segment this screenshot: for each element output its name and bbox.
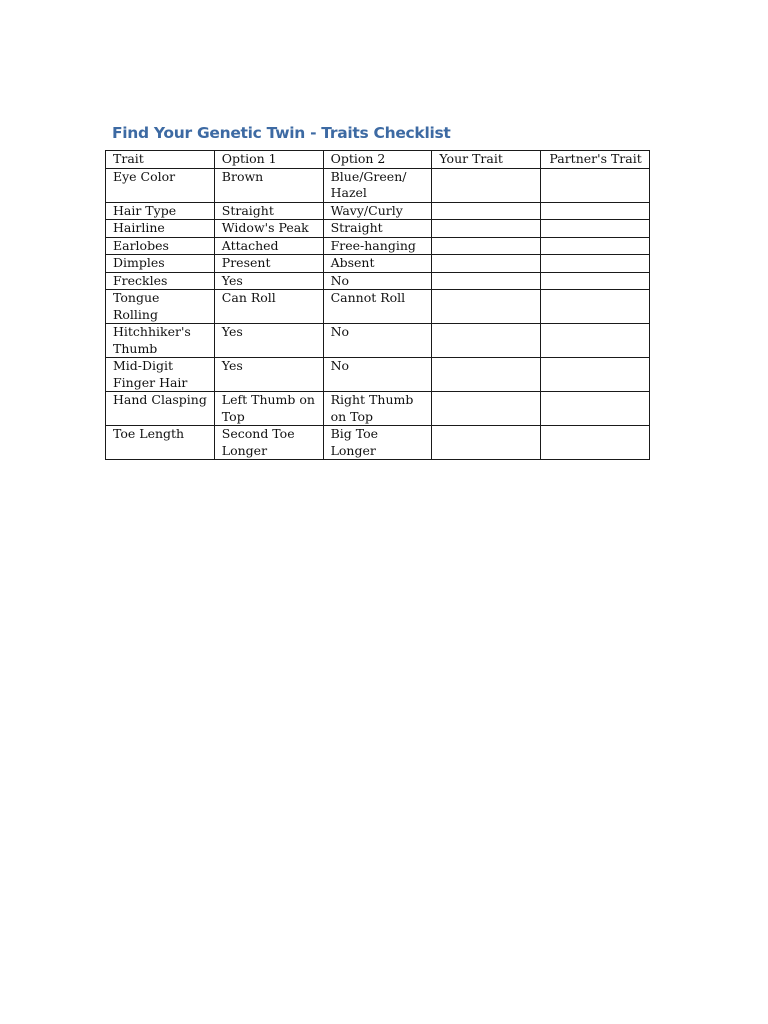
- partner-trait-cell: [541, 220, 650, 238]
- trait-cell: Tongue Rolling: [106, 290, 215, 324]
- table-row: [106, 272, 650, 290]
- your-trait-cell: [432, 358, 541, 392]
- option-2-cell: Blue/Green/ Hazel: [323, 168, 432, 202]
- option-1-cell: Straight: [214, 202, 323, 220]
- table-row: [106, 168, 650, 202]
- option-2-cell: No: [323, 272, 432, 290]
- table-row: [106, 324, 650, 358]
- table-header-row: [106, 151, 650, 169]
- column-header-your-trait: Your Trait: [432, 151, 541, 169]
- your-trait-cell: [432, 324, 541, 358]
- partner-trait-cell: [541, 358, 650, 392]
- trait-cell: Dimples: [106, 255, 215, 273]
- table-row: [106, 255, 650, 273]
- option-1-cell: Yes: [214, 324, 323, 358]
- your-trait-cell: [432, 272, 541, 290]
- partner-trait-cell: [541, 168, 650, 202]
- partner-trait-cell: [541, 324, 650, 358]
- column-header-trait: Trait: [106, 151, 215, 169]
- your-trait-cell: [432, 392, 541, 426]
- option-2-cell: No: [323, 324, 432, 358]
- partner-trait-cell: [541, 290, 650, 324]
- option-1-cell: Second Toe Longer: [214, 426, 323, 460]
- table-row: [106, 220, 650, 238]
- traits-checklist-table: [105, 150, 650, 460]
- column-header-partner-trait: Partner's Trait: [541, 151, 650, 169]
- trait-cell: Hitchhiker's Thumb: [106, 324, 215, 358]
- partner-trait-cell: [541, 202, 650, 220]
- option-1-cell: Left Thumb on Top: [214, 392, 323, 426]
- trait-cell: Hand Clasping: [106, 392, 215, 426]
- option-1-cell: Brown: [214, 168, 323, 202]
- option-1-cell: Attached: [214, 237, 323, 255]
- table-row: [106, 426, 650, 460]
- trait-cell: Mid-Digit Finger Hair: [106, 358, 215, 392]
- your-trait-cell: [432, 168, 541, 202]
- table-row: [106, 290, 650, 324]
- option-2-cell: Right Thumb on Top: [323, 392, 432, 426]
- option-1-cell: Yes: [214, 358, 323, 392]
- table-row: [106, 358, 650, 392]
- option-1-cell: Widow's Peak: [214, 220, 323, 238]
- table-row: [106, 392, 650, 426]
- option-1-cell: Can Roll: [214, 290, 323, 324]
- your-trait-cell: [432, 255, 541, 273]
- option-2-cell: Wavy/Curly: [323, 202, 432, 220]
- option-2-cell: Absent: [323, 255, 432, 273]
- your-trait-cell: [432, 426, 541, 460]
- option-2-cell: Big Toe Longer: [323, 426, 432, 460]
- option-1-cell: Yes: [214, 272, 323, 290]
- trait-cell: Freckles: [106, 272, 215, 290]
- trait-cell: Hair Type: [106, 202, 215, 220]
- partner-trait-cell: [541, 392, 650, 426]
- table-row: [106, 202, 650, 220]
- partner-trait-cell: [541, 272, 650, 290]
- trait-cell: Hairline: [106, 220, 215, 238]
- partner-trait-cell: [541, 255, 650, 273]
- your-trait-cell: [432, 202, 541, 220]
- option-2-cell: Cannot Roll: [323, 290, 432, 324]
- option-2-cell: Free-hanging: [323, 237, 432, 255]
- column-header-option-1: Option 1: [214, 151, 323, 169]
- your-trait-cell: [432, 220, 541, 238]
- partner-trait-cell: [541, 237, 650, 255]
- your-trait-cell: [432, 237, 541, 255]
- trait-cell: Earlobes: [106, 237, 215, 255]
- partner-trait-cell: [541, 426, 650, 460]
- option-1-cell: Present: [214, 255, 323, 273]
- your-trait-cell: [432, 290, 541, 324]
- table-row: [106, 237, 650, 255]
- trait-cell: Eye Color: [106, 168, 215, 202]
- option-2-cell: Straight: [323, 220, 432, 238]
- column-header-option-2: Option 2: [323, 151, 432, 169]
- trait-cell: Toe Length: [106, 426, 215, 460]
- option-2-cell: No: [323, 358, 432, 392]
- document-title: Find Your Genetic Twin - Traits Checklist: [112, 124, 451, 142]
